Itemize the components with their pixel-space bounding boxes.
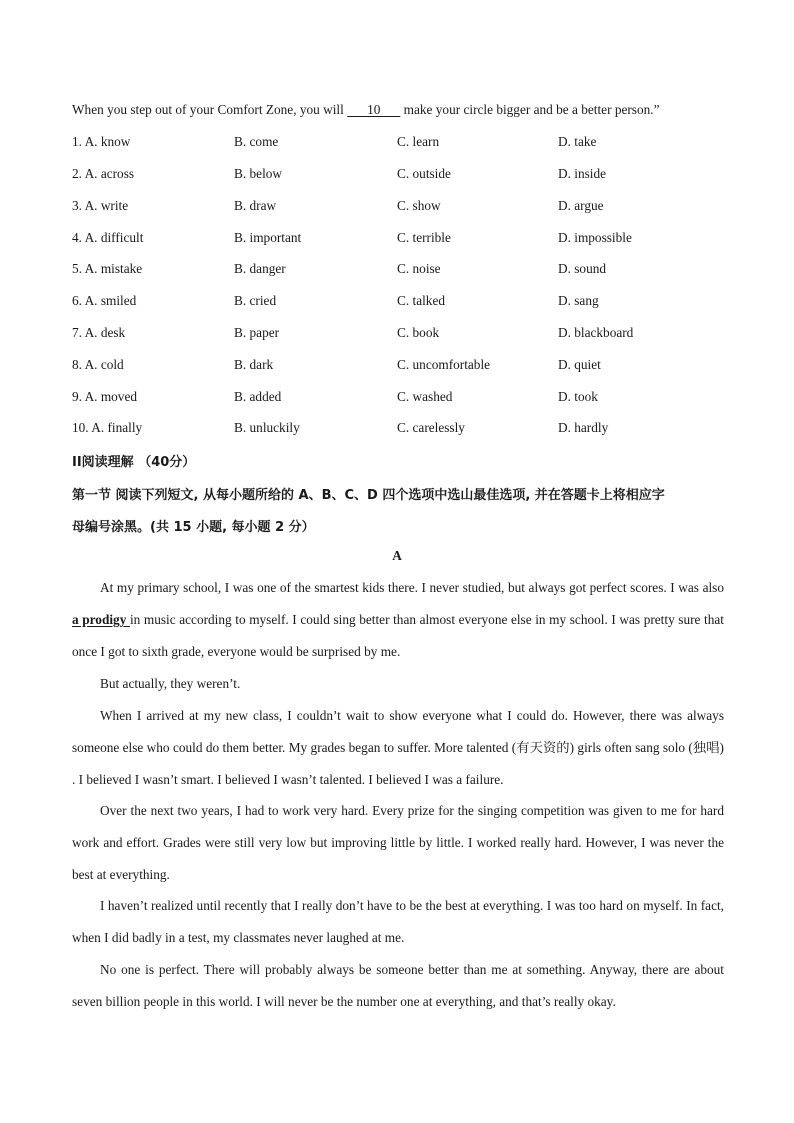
section-instruction-line-1: 第一节 阅读下列短文, 从每小题所给的 A、B、C、D 四个选项中选山最佳选项, 并在答题卡上将相应字 bbox=[72, 488, 665, 503]
section-heading: II阅读理解 （40分） bbox=[72, 455, 196, 470]
option-c: C. uncomfortable bbox=[397, 357, 491, 372]
option-b: B. added bbox=[234, 389, 282, 404]
option-row-2 bbox=[72, 166, 732, 184]
option-b: B. below bbox=[234, 166, 283, 181]
section-instruction-line-2: 母编号涂黑。(共 15 小题, 每小题 2 分） bbox=[72, 520, 315, 535]
paragraph-5 bbox=[72, 890, 724, 954]
paragraph-6-text: No one is perfect. There will probably always be someone better than me at something. Anyway, there are about seven billion people in this world. I will never be the number one at everything, and that’s really okay. bbox=[72, 962, 724, 1009]
paragraph-3 bbox=[72, 700, 724, 796]
option-d: D. argue bbox=[558, 198, 604, 213]
option-c: C. carelessly bbox=[397, 420, 465, 435]
option-d: D. impossible bbox=[558, 230, 632, 245]
option-row-1 bbox=[72, 134, 732, 152]
paragraph-2-text: But actually, they weren’t. bbox=[100, 676, 241, 691]
paragraph-6 bbox=[72, 954, 724, 1018]
passage-title: A bbox=[392, 548, 402, 563]
option-a: 5. A. mistake bbox=[72, 261, 143, 276]
option-row-10 bbox=[72, 420, 732, 438]
option-c: C. talked bbox=[397, 293, 446, 308]
option-b: B. draw bbox=[234, 198, 277, 213]
option-d: D. sound bbox=[558, 261, 607, 276]
option-b: B. paper bbox=[234, 325, 280, 340]
option-row-5 bbox=[72, 261, 732, 279]
option-b: B. danger bbox=[234, 261, 286, 276]
option-a: 1. A. know bbox=[72, 134, 131, 149]
intro-before: When you step out of your Comfort Zone, you will bbox=[72, 102, 348, 117]
option-a: 6. A. smiled bbox=[72, 293, 137, 308]
intro-after: make your circle bigger and be a better person.” bbox=[400, 102, 660, 117]
option-c: C. learn bbox=[397, 134, 440, 149]
option-b: B. cried bbox=[234, 293, 277, 308]
option-a: 2. A. across bbox=[72, 166, 135, 181]
option-d: D. blackboard bbox=[558, 325, 634, 340]
paragraph-4 bbox=[72, 795, 724, 891]
option-a: 7. A. desk bbox=[72, 325, 126, 340]
option-d: D. take bbox=[558, 134, 597, 149]
option-c: C. washed bbox=[397, 389, 453, 404]
option-d: D. sang bbox=[558, 293, 599, 308]
option-b: B. unluckily bbox=[234, 420, 300, 435]
option-row-7 bbox=[72, 325, 732, 343]
paragraph-5-text: I haven’t realized until recently that I really don’t have to be the best at everything. I was too hard on myself. In fact, when I did badly in a test, my classmates never laughed at me. bbox=[72, 898, 724, 945]
option-row-4 bbox=[72, 230, 732, 248]
option-row-9 bbox=[72, 389, 732, 407]
option-c: C. book bbox=[397, 325, 440, 340]
option-d: D. inside bbox=[558, 166, 607, 181]
option-a: 9. A. moved bbox=[72, 389, 138, 404]
paragraph-3-text: When I arrived at my new class, I couldn’t wait to show everyone what I could do. However, there was always someone else who could do them better. My grades began to suffer. More talented (有天资的) girls often sang solo (独唱) . I believed I wasn’t smart. I believed I wasn’t talented. I believed I was a failure. bbox=[72, 708, 724, 787]
paragraph-1 bbox=[72, 572, 724, 668]
option-c: C. noise bbox=[397, 261, 441, 276]
option-a: 8. A. cold bbox=[72, 357, 124, 372]
paragraph-4-text: Over the next two years, I had to work very hard. Every prize for the singing competition was given to me for hard work and effort. Grades were still very low but improving little by little. I worked really hard. However, I was never the best at everything. bbox=[72, 803, 724, 882]
option-d: D. quiet bbox=[558, 357, 601, 372]
option-row-6 bbox=[72, 293, 732, 311]
paragraph-1-start: At my primary school, I was one of the smartest kids there. I never studied, but always got perfect scores. I was also bbox=[100, 580, 724, 595]
answer-blank-10: 10 bbox=[347, 102, 401, 117]
underlined-term: a prodigy bbox=[72, 612, 130, 627]
option-row-3 bbox=[72, 198, 732, 216]
option-c: C. terrible bbox=[397, 230, 451, 245]
option-c: C. show bbox=[397, 198, 441, 213]
option-d: D. hardly bbox=[558, 420, 609, 435]
option-d: D. took bbox=[558, 389, 598, 404]
option-b: B. come bbox=[234, 134, 279, 149]
option-row-8 bbox=[72, 357, 732, 375]
paragraph-1-end: in music according to myself. I could sing better than almost everyone else in my school. I was pretty sure that once I got to sixth grade, everyone would be surprised by me. bbox=[72, 612, 724, 659]
option-c: C. outside bbox=[397, 166, 451, 181]
intro-sentence bbox=[72, 102, 660, 118]
option-a: 4. A. difficult bbox=[72, 230, 144, 245]
option-a: 3. A. write bbox=[72, 198, 129, 213]
paragraph-2 bbox=[72, 668, 724, 700]
option-b: B. dark bbox=[234, 357, 274, 372]
option-b: B. important bbox=[234, 230, 302, 245]
option-a: 10. A. finally bbox=[72, 420, 143, 435]
